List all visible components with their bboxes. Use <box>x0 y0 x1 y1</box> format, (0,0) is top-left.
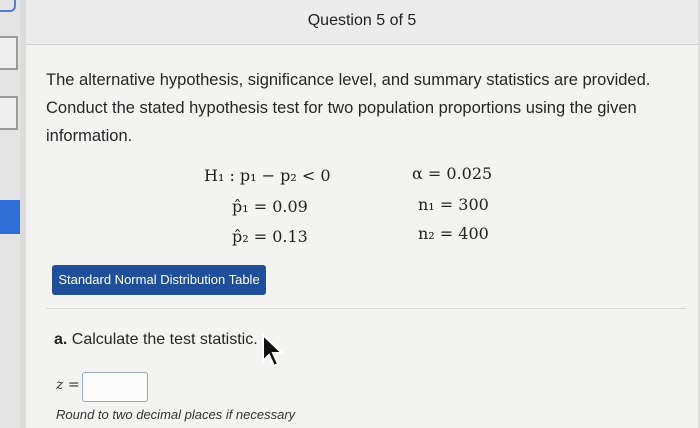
sample-proportion-1: p̂₁ = 0.09 <box>232 197 308 216</box>
corner-icon <box>0 0 16 12</box>
sidebar-box-2[interactable] <box>0 96 18 130</box>
test-statistic-input[interactable] <box>82 372 148 402</box>
z-label: z = <box>56 377 80 393</box>
part-a-letter: a. <box>54 331 68 348</box>
cursor-arrow-icon <box>260 333 286 369</box>
sample-proportion-2: p̂₂ = 0.13 <box>232 227 308 246</box>
significance-level: α = 0.025 <box>412 164 493 183</box>
question-header <box>26 0 698 45</box>
sidebar-box-1[interactable] <box>0 36 18 70</box>
sidebar-active-tab[interactable] <box>0 200 20 234</box>
question-panel <box>26 0 698 428</box>
question-counter: Question 5 of 5 <box>307 12 417 29</box>
part-a-text: Calculate the test statistic. <box>71 331 258 348</box>
question-prompt: The alternative hypothesis, significance level, and summary statistics are provided. Conduct the stated hypothesis test for two population proportions using the given information. <box>46 71 651 145</box>
sample-size-2: n₂ = 400 <box>418 224 489 243</box>
sample-size-1: n₁ = 300 <box>418 195 489 214</box>
section-divider <box>46 308 686 309</box>
part-a-prompt <box>54 331 258 349</box>
rounding-note: Round to two decimal places if necessary <box>56 407 296 422</box>
standard-normal-table-button[interactable]: Standard Normal Distribution Table <box>52 265 266 295</box>
alternative-hypothesis: H₁ : p₁ − p₂ < 0 <box>204 166 331 185</box>
